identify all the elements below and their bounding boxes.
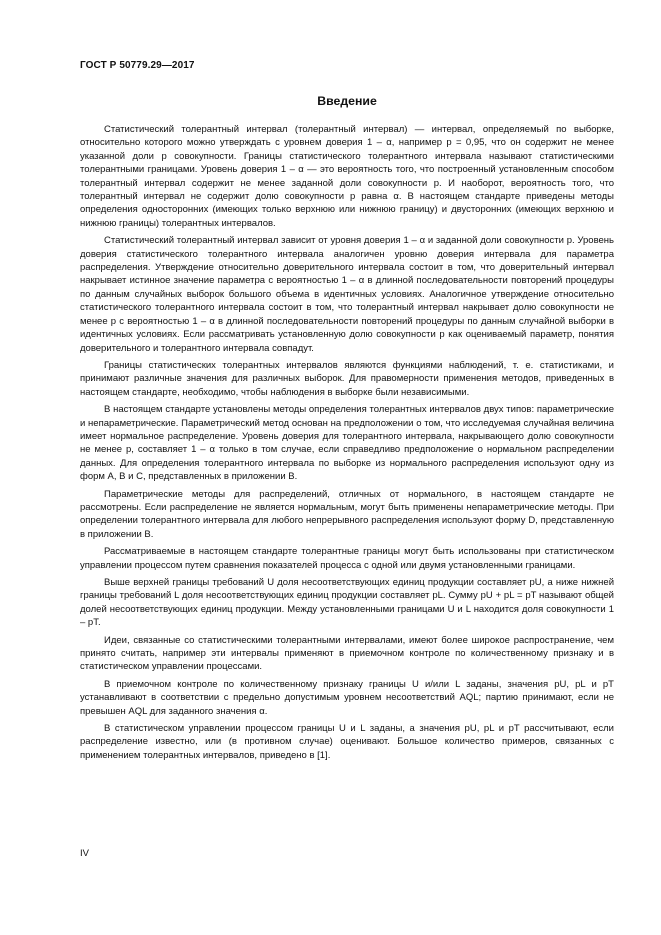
paragraph-7: Выше верхней границы требований U доля несоответствующих единиц продукции составляет pU, а ниже нижней границы требований L доля несоответствующих единиц продукции составляет pL. Сумму pU + pL = pT называют общей долей несоответствующих единиц продукции. Между установленными границами U и L находится доля совокупности 1 – pT. bbox=[80, 577, 614, 629]
paragraph-6: Рассматриваемые в настоящем стандарте толерантные границы могут быть использованы при статистическом управлении процессом путем сравнения показателей процесса с одной или двумя установленными границами. bbox=[80, 546, 614, 571]
paragraph-3: Границы статистических толерантных интервалов являются функциями наблюдений, т. е. статистиками, и принимают различные значения для различных выборок. Для правомерности применения методов, приведенных в настоящем стандарте, необходимо, чтобы наблюдения в выборке были независимыми. bbox=[80, 359, 614, 398]
standard-header: ГОСТ Р 50779.29—2017 bbox=[80, 60, 195, 71]
paragraph-1: Статистический толерантный интервал (толерантный интервал) — интервал, определяемый по выборке, относительно которого можно утверждать с уровнем доверия 1 – α, например p = 0,95, что он содержит не менее указанной доли p совокупности. Границы статистического толерантного интервала называют статистическими толерантными границами. Уровень доверия 1 – α — это вероятность того, что построенный установленным способом толерантный интервал содержит не менее заданной доли совокупности p. И наоборот, вероятность того, что толерантный интервал не содержит долю совокупности p равна α. В настоящем стандарте приведены методы определения односторонних (имеющих только верхнюю или нижнюю границу) и двусторонних (имеющих верхнюю и нижнюю границы) толерантных интервалов. bbox=[80, 124, 614, 229]
body-text bbox=[80, 123, 614, 766]
paragraph-10: В статистическом управлении процессом границы U и L заданы, а значения pU, pL и pT рассчитывают, если распределение известно, или (в противном случае) оценивают. Большое количество примеров, связанных с применением толерантных интервалов, приведено в [1]. bbox=[80, 723, 614, 761]
section-title: Введение bbox=[317, 94, 377, 108]
paragraph-9: В приемочном контроле по количественному признаку границы U и/или L заданы, значения pU, pL и pT устанавливают в соответствии с предельно допустимым уровнем несоответствий AQL; партию принимают, если не превышен AQL для заданного значения α. bbox=[80, 678, 614, 717]
paragraph-2: Статистический толерантный интервал зависит от уровня доверия 1 – α и заданной доли совокупности p. Уровень доверия статистического толерантного интервала аналогичен уровню доверия интервала для параметра распределения. Утверждение относительно доверительного интервала состоит в том, что доверительный интервал накрывает истинное значение параметра с вероятностью 1 – α в длинной последовательности повторений процедуры по данным случайных выборок большого объема в идентичных условиях. Аналогичное утверждение относительно статистического толерантного интервала состоит в том, что толерантный интервал накрывает долю совокупности не менее p с вероятностью 1 – α в длинной последовательности повторений процедуры по данным случайной выборки в идентичных условиях. Если рассматривать установленную долю совокупности p как оцениваемый параметр, понятия доверительного и толерантного интервала совпадут. bbox=[80, 235, 614, 354]
paragraph-8: Идеи, связанные со статистическими толерантными интервалами, имеют более широкое распространение, чем принято считать, например эти интервалы применяют в приемочном контроле по количественному признаку и в статистическом управлении процессами. bbox=[80, 634, 614, 673]
page-number: IV bbox=[80, 848, 89, 859]
paragraph-4: В настоящем стандарте установлены методы определения толерантных интервалов двух типов: параметрические и непараметрические. Параметрический метод основан на предположении о том, что исследуемая случайная величина имеет нормальное распределение. Уровень доверия для толерантного интервала, накрывающего долю совокупности не менее p, составляет 1 – α только в том случае, если справедливо предположение о нормальном распределении данных. Для определения толерантного интервала по выборке из нормального распределения используют одну из форм A, B и C, представленных в приложении B. bbox=[80, 404, 614, 483]
paragraph-5: Параметрические методы для распределений, отличных от нормального, в настоящем стандарте не рассмотрены. Если распределение не является нормальным, могут быть применены непараметрические методы. При определении толерантного интервала для любого непрерывного распределения используют форму D, представленную в приложении B. bbox=[80, 488, 614, 540]
